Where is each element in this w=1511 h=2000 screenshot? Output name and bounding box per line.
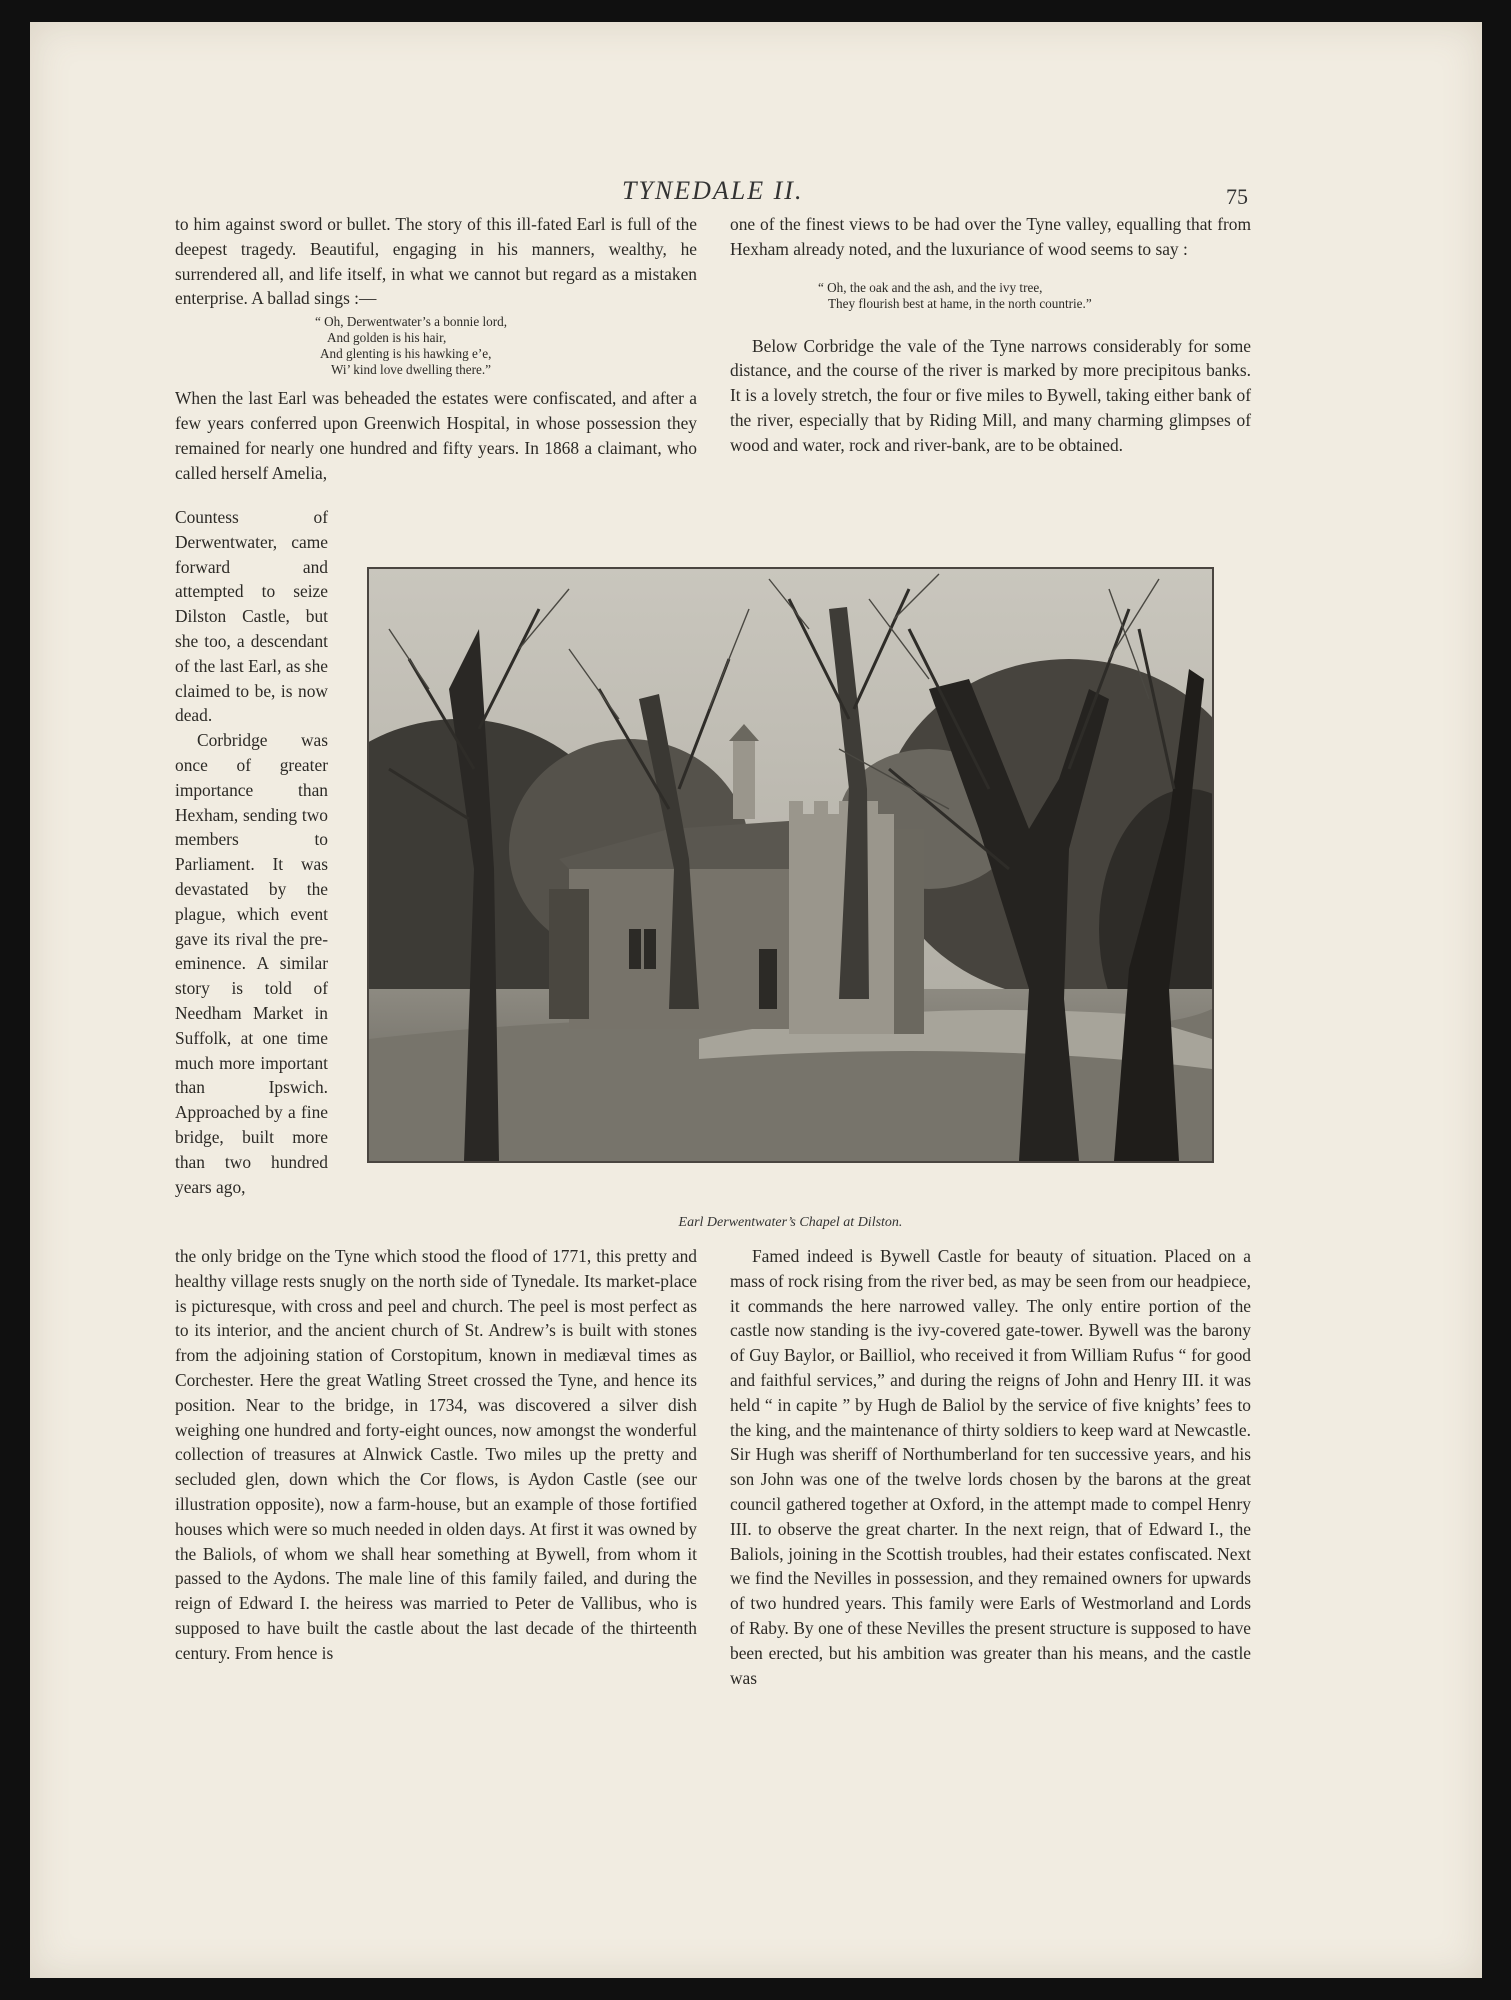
- left-column-bottom: [175, 1244, 697, 1666]
- running-head: TYNEDALE II.: [622, 176, 804, 205]
- left-column-top: [175, 212, 697, 485]
- paragraph: Below Corbridge the vale of the Tyne narrows considerably for some distance, and the course of the river is marked by more precipitous banks. It is a lovely stretch, the four or five miles to Bywell, taking either bank of the river, especially that by Riding Mill, and many charming glimpses of wood and water, rock and river-bank, are to be obtained.: [730, 335, 1251, 455]
- ballad-line: And glenting is his hawking e’e,: [320, 346, 492, 362]
- left-column-narrow: [175, 505, 328, 1199]
- page-number: 75: [1226, 184, 1248, 209]
- figure-caption: Earl Derwentwater’s Chapel at Dilston.: [678, 1215, 903, 1230]
- right-column-top: [730, 212, 1251, 458]
- verse-line: “ Oh, the oak and the ash, and the ivy tree,: [818, 279, 1043, 295]
- right-column-bottom: [730, 1244, 1251, 1690]
- chapel-photograph: [367, 567, 1214, 1163]
- paragraph: the only bridge on the Tyne which stood the flood of 1771, this pretty and healthy village rests snugly on the north side of Tynedale. Its market-place is picturesque, with cross and peel and church. The peel is most perfect as to its interior, and the ancient church of St. Andrew’s is built with stones from the adjoining station of Corstopitum, known in mediæval times as Corchester. Here the great Watling Street crossed the Tyne, and hence its position. Near to the bridge, in 1734, was discovered a silver dish weighing one hundred and forty-eight ounces, now amongst the wonderful collection of treasures at Alnwick Castle. Two miles up the pretty and secluded glen, down which the Cor flows, is Aydon Castle (see our illustration opposite), now a farm-house, but an example of those fortified houses which were so much needed in olden days. At first it was owned by the Baliols, of whom we shall hear something at Bywell, from whom it passed to the Aydons. The male line of this family failed, and during the reign of Edward I. the heiress was married to Peter de Vallibus, who is supposed to have built the castle about the last decade of the thirteenth century. From hence is: [175, 1246, 697, 1663]
- verse-line: They flourish best at hame, in the north countrie.”: [828, 295, 1092, 311]
- paragraph: When the last Earl was beheaded the estates were confiscated, and after a few years conferred upon Greenwich Hospital, in whose possession they remained for nearly one hundred and fifty years. In 1868 a claimant, who called herself Amelia,: [175, 388, 697, 483]
- verse-quote: [730, 280, 1251, 312]
- book-page: [30, 22, 1482, 1978]
- paragraph: one of the finest views to be had over the Tyne valley, equalling that from Hexham already noted, and the luxuriance of wood seems to say :: [730, 214, 1251, 259]
- paragraph: Countess of Derwentwater, came forward and attempted to seize Dilston Castle, but she too, a descendant of the last Earl, as she claimed to be, is now dead.: [175, 507, 328, 726]
- ballad-line: “ Oh, Derwentwater’s a bonnie lord,: [315, 314, 508, 330]
- paragraph: Famed indeed is Bywell Castle for beauty of situation. Placed on a mass of rock rising from the river bed, as may be seen from our headpiece, it commands the here narrowed valley. The only entire portion of the castle now standing is the ivy-covered gate-tower. Bywell was the barony of Guy Baylor, or Bailliol, who received it from William Rufus “ for good and faithful services,” and during the reigns of John and Henry III. it was held “ in capite ” by Hugh de Baliol by the service of five knights’ fees to the king, and the maintenance of thirty soldiers to keep ward at Newcastle. Sir Hugh was sheriff of Northumberland for ten successive years, and his son John was one of the twelve lords chosen by the barons at the great council gathered together at Oxford, in the attempt made to compel Henry III. to observe the great charter. In the next reign, that of Edward I., the Baliols, joining in the Scottish troubles, had their estates confiscated. Next we find the Nevilles in possession, and they remained owners for upwards of two hundred years. This family were Earls of Westmorland and Lords of Raby. By one of these Nevilles the present structure is supposed to have been erected, but his ambition was greater than his means, and the castle was: [730, 1246, 1251, 1688]
- ballad-line: And golden is his hair,: [327, 330, 447, 346]
- paragraph: to him against sword or bullet. The story of this ill-fated Earl is full of the deepest tragedy. Beautiful, engaging in his manners, wealthy, he surrendered all, and life itself, in what we cannot but regard as a mistaken enterprise. A ballad sings :—: [175, 214, 697, 309]
- ballad-line: Wi’ kind love dwelling there.”: [331, 362, 491, 378]
- ballad-quote: [175, 314, 697, 378]
- paragraph: Corbridge was once of greater importance than Hexham, sending two members to Parliament. It was devastated by the plague, which event gave its rival the pre-eminence. A similar story is told of Needham Market in Suffolk, at one time much more important than Ipswich. Approached by a fine bridge, built more than two hundred years ago,: [175, 730, 328, 1197]
